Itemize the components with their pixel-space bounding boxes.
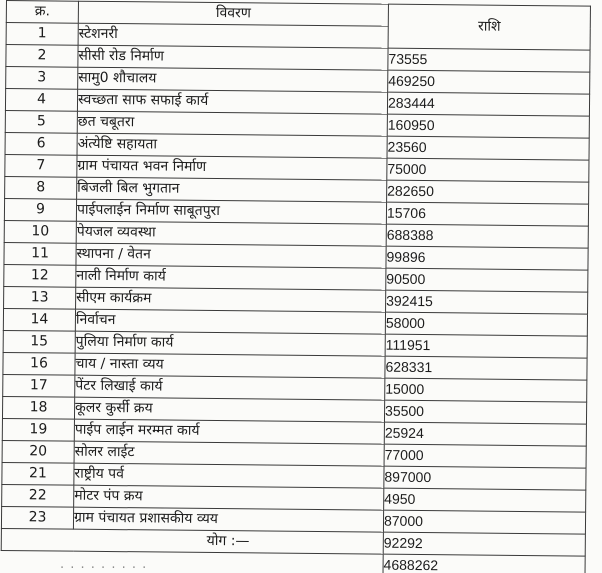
description-header: विवरण <box>78 1 388 26</box>
item-amount: 282650 <box>387 180 589 204</box>
item-amount: 628331 <box>385 356 587 380</box>
item-amount: 392415 <box>386 290 588 314</box>
item-description: स्वच्छता साफ सफाई कार्य <box>77 89 387 114</box>
item-amount: 469250 <box>388 70 590 94</box>
item-amount: 160950 <box>387 114 589 138</box>
serial-number: 17 <box>3 374 75 397</box>
item-amount: 87000 <box>383 510 585 534</box>
item-amount: 15000 <box>385 378 587 402</box>
item-amount: 111951 <box>385 334 587 358</box>
item-description: पेंटर लिखाई कार्य <box>75 375 385 400</box>
item-amount: 688388 <box>386 224 588 248</box>
item-description: स्टेशनरी <box>78 23 388 48</box>
item-amount: 35500 <box>384 400 586 424</box>
serial-number: 21 <box>2 462 74 485</box>
item-description: सोलर लाईट <box>74 441 384 466</box>
total-blank-cell <box>1 528 73 551</box>
serial-header: क्र. <box>6 1 78 24</box>
serial-number: 18 <box>2 396 74 419</box>
item-description: पाईप लाईन मरम्मत कार्य <box>74 419 384 444</box>
serial-number: 2 <box>6 45 78 68</box>
item-description: सीएम कार्यक्रम <box>76 287 386 312</box>
item-description: निर्वाचन <box>75 309 385 334</box>
serial-number: 12 <box>4 264 76 287</box>
item-description: चाय / नास्ता व्यय <box>75 353 385 378</box>
serial-number: 23 <box>1 506 73 529</box>
item-description: पेयजल व्यवस्था <box>76 221 386 246</box>
item-amount: 58000 <box>385 312 587 336</box>
item-amount: 15706 <box>386 202 588 226</box>
item-amount: 4950 <box>384 488 586 512</box>
item-amount: 283444 <box>387 92 589 116</box>
item-amount: 77000 <box>384 444 586 468</box>
item-amount: 99896 <box>386 246 588 270</box>
amount-header: राशि <box>388 4 590 50</box>
item-description: छत चबूतरा <box>77 111 387 136</box>
serial-number: 19 <box>2 418 74 441</box>
item-description: पाईपलाईन निर्माण साबूतपुरा <box>76 199 386 224</box>
serial-number: 6 <box>5 132 77 155</box>
item-description: नाली निर्माण कार्य <box>76 265 386 290</box>
grand-total-amount: 4688262 <box>383 554 585 573</box>
item-amount: 73555 <box>388 48 590 72</box>
item-amount: 25924 <box>384 422 586 446</box>
item-description: मोटर पंप क्रय <box>74 485 384 510</box>
item-description: ग्राम पंचायत भवन निर्माण <box>77 155 387 180</box>
item-description: राष्ट्रीय पर्व <box>74 463 384 488</box>
serial-number: 20 <box>2 440 74 463</box>
serial-number: 3 <box>6 67 78 90</box>
serial-number: 10 <box>4 220 76 243</box>
item-amount: 90500 <box>386 268 588 292</box>
serial-number: 5 <box>5 110 77 133</box>
item-amount: 92292 <box>383 532 585 556</box>
item-description: कूलर कुर्सी क्रय <box>74 397 384 422</box>
serial-number: 8 <box>5 176 77 199</box>
item-amount: 23560 <box>387 136 589 160</box>
serial-number: 15 <box>3 330 75 353</box>
item-amount: 897000 <box>384 466 586 490</box>
item-description: ग्राम पंचायत प्रशासकीय व्यय <box>73 507 383 532</box>
serial-number: 4 <box>5 89 77 112</box>
serial-number: 13 <box>4 286 76 309</box>
serial-number: 11 <box>4 242 76 265</box>
cropped-text-fragment: . . . . . . . . . <box>60 557 148 572</box>
serial-number: 7 <box>5 154 77 177</box>
serial-number: 9 <box>4 198 76 221</box>
item-amount: 75000 <box>387 158 589 182</box>
serial-number: 22 <box>2 484 74 507</box>
serial-number: 16 <box>3 352 75 375</box>
item-description: पुलिया निर्माण कार्य <box>75 331 385 356</box>
serial-number: 14 <box>3 308 75 331</box>
item-description: स्थापना / वेतन <box>76 243 386 268</box>
item-description: सीसी रोड निर्माण <box>78 45 388 70</box>
total-label: योग :— <box>73 529 383 554</box>
item-description: अंत्येष्टि सहायता <box>77 133 387 158</box>
item-description: बिजली बिल भुगतान <box>77 177 387 202</box>
item-description: सामु0 शौचालय <box>78 67 388 92</box>
serial-number: 1 <box>6 23 78 46</box>
